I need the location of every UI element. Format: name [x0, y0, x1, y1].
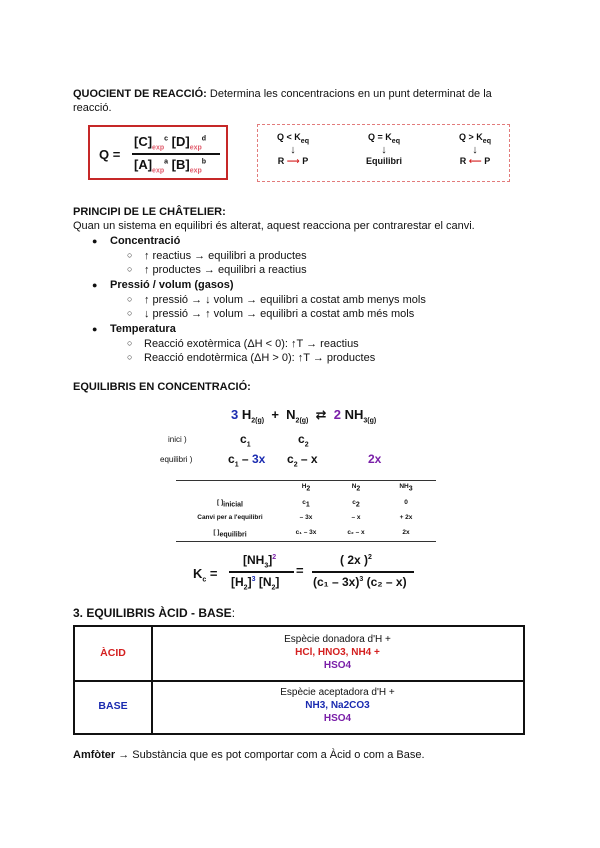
equil-nh3: 2x — [368, 452, 382, 466]
sub-item: Reacció endotèrmica (ΔH > 0): ↑T → productes — [144, 352, 376, 364]
equil-h2: $c_1 - 3x$ — [228, 452, 266, 469]
acidbase-heading: 3. EQUILIBRIS ÀCID - BASE — [73, 606, 232, 620]
acid-desc: Espècie donadora d'H + HCl, HNO3, NH4 + HSO4 — [284, 634, 391, 671]
item-temperatura: Temperatura — [110, 323, 176, 335]
header-h2: $H_2$ — [301, 483, 311, 493]
kc-num2: ( 2x )$^2$ — [340, 553, 372, 567]
circle-bullet-icon: ○ — [127, 308, 133, 318]
fraction-bar — [229, 571, 294, 573]
q-denominator: $[A]_{exp}^a$ $[B]_{exp}^b$ — [134, 157, 207, 175]
equilibrium-arrow-icon: ⇄ — [315, 407, 327, 422]
inici-label: inici ) — [168, 435, 187, 444]
quocient-heading: QUOCIENT DE REACCIÓ: — [73, 88, 207, 100]
header-n2: $N_2$ — [351, 483, 361, 493]
item-concentracio: Concentració — [110, 235, 181, 247]
bullet-icon: ● — [92, 236, 98, 246]
fraction-bar — [132, 153, 220, 155]
q-formula-box — [88, 125, 228, 180]
amfoter-term: Amfòter — [73, 749, 116, 761]
left-arrow-icon: ⟵ — [468, 155, 482, 166]
sub-item: Reacció exotèrmica (ΔH < 0): ↑T → reactius — [144, 338, 359, 350]
q-greater-case: $Q > K_{eq}$ ↓ R ⟵ P — [440, 132, 510, 167]
table-row: [ ]$_{equilibri}$ c₁ – 3x c₂ – x 2x — [213, 529, 410, 539]
table-row: Canvi per a l'equilibri – 3x – x + 2x — [197, 514, 413, 521]
base-label: BASE — [98, 700, 128, 712]
quocient-paragraph — [73, 88, 492, 100]
acidbase-heading-line: 3. EQUILIBRIS ÀCID - BASE: — [73, 606, 236, 620]
acid-label: ÀCID — [100, 647, 126, 659]
q-comparison-box — [257, 124, 510, 182]
equilibris-heading: EQUILIBRIS EN CONCENTRACIÓ: — [73, 381, 251, 393]
inici-c2: $c_2$ — [298, 432, 309, 449]
kc-equals: = — [296, 563, 304, 578]
equil-n2: $c_2$ – x — [287, 452, 318, 469]
circle-bullet-icon: ○ — [127, 264, 133, 274]
header-nh3: $NH_3$ — [399, 483, 413, 493]
item-pressio: Pressió / volum (gasos) — [110, 279, 234, 291]
down-arrow-icon: ↓ — [472, 143, 478, 156]
bullet-icon: ● — [92, 324, 98, 334]
down-arrow-icon: ↓ — [290, 143, 296, 156]
inici-c1: $c_1$ — [240, 432, 251, 449]
bullet-icon: ● — [92, 280, 98, 290]
q-less-case: $Q < K_{eq}$ ↓ R ⟶ P — [258, 132, 328, 167]
down-arrow-icon: ↓ — [381, 143, 387, 156]
table-row: [ ]$_{inicial}$ $c_1$ $c_2$ 0 — [176, 499, 436, 512]
quocient-text-1: Determina les concentracions en un punt determinat de la — [209, 88, 492, 100]
table-rule — [176, 541, 436, 542]
circle-bullet-icon: ○ — [127, 294, 133, 304]
circle-bullet-icon: ○ — [127, 338, 133, 348]
amfoter-line: Amfòter → Substància que es pot comportar com a Àcid o com a Base. — [73, 749, 425, 761]
quocient-text-2: reacció. — [73, 102, 112, 114]
q-symbol: Q = — [99, 147, 121, 162]
sub-item: ↑ productes → equilibri a reactius — [144, 264, 307, 276]
q-equal-case: $Q = K_{eq}$ ↓ Equilibri — [349, 132, 419, 166]
sub-item: ↓ pressió → ↑ volum → equilibri a costat amb més mols — [144, 308, 415, 320]
sub-item: ↑ reactius → equilibri a productes — [144, 250, 307, 262]
circle-bullet-icon: ○ — [127, 250, 133, 260]
table-header-row — [176, 483, 436, 496]
kc-symbol: $K_c$ = — [193, 566, 218, 584]
kc-den1: $[H_2]^3$ $[N_2]$ — [231, 575, 280, 592]
right-arrow-icon: ⟶ — [286, 155, 300, 166]
sub-item: ↑ pressió → ↓ volum → equilibri a costat amb menys mols — [144, 294, 426, 306]
reaction-equation: 3 $H_{2(g)} + N_{2(g)}$ ⇄ 2 $NH_{3(g)}$ — [231, 407, 377, 425]
kc-den2: (c₁ – 3x)$^3$ (c₂ – x) — [313, 575, 407, 589]
kc-num1: $[NH_3]^2$ — [243, 553, 277, 570]
circle-bullet-icon: ○ — [127, 352, 133, 362]
base-desc: Espècie aceptadora d'H + NH3, Na2CO3 HSO4 — [280, 687, 395, 724]
row-label: [ ]$_{inicial}$ — [217, 499, 243, 509]
chatelier-heading: PRINCIPI DE LE CHÂTELIER: — [73, 206, 226, 218]
acidbase-table — [73, 625, 525, 735]
table-rule — [176, 480, 436, 481]
q-numerator: $[C]_{exp}^c$ $[D]_{exp}^d$ — [134, 134, 207, 152]
equilibri-label: equilibri ) — [160, 455, 193, 464]
chatelier-intro: Quan un sistema en equilibri és alterat, aquest reacciona per contrarestar el canvi. — [73, 220, 475, 232]
fraction-bar — [312, 571, 414, 573]
